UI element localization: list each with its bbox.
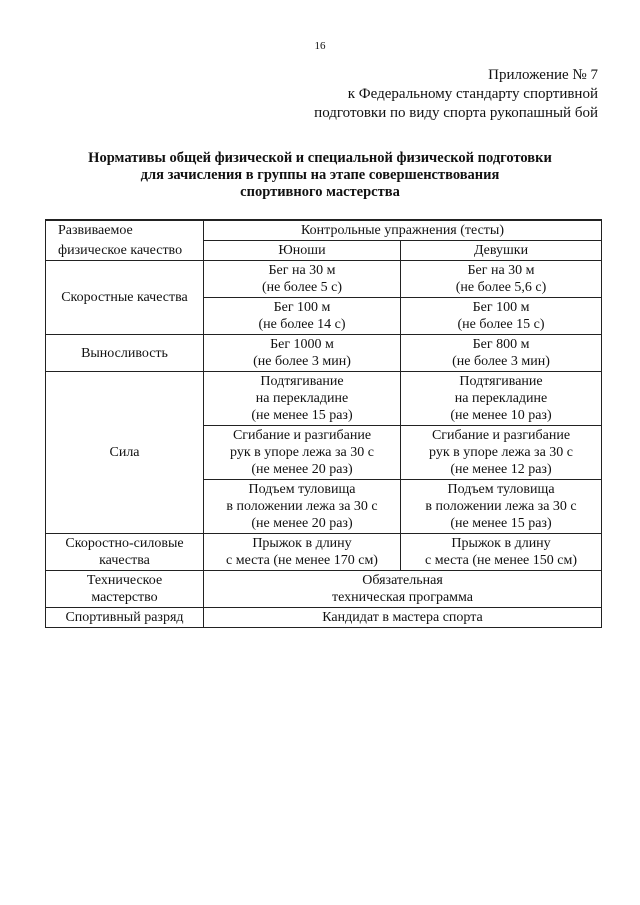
technical-label [46, 571, 204, 608]
cell-line: Обязательная [362, 573, 443, 588]
cell-line: техническая программа [332, 590, 473, 605]
cell-line: Бег 100 м [472, 300, 530, 315]
endurance-label: Выносливость [46, 335, 204, 372]
rank-value: Кандидат в мастера спорта [204, 608, 602, 628]
situp-girls-cell [401, 480, 602, 534]
cell-line: (не более 5,6 с) [455, 280, 547, 295]
run100-girls-cell [401, 298, 602, 335]
header-exercises: Контрольные упражнения (тесты) [204, 220, 602, 241]
jump-girls-cell [401, 534, 602, 571]
cell-line: качества [99, 553, 150, 568]
cell-line: рук в упоре лежа за 30 с [429, 445, 573, 460]
document-title [40, 150, 600, 201]
cell-line: мастерство [91, 590, 158, 605]
appendix-reference [314, 66, 598, 123]
cell-line: с места (не менее 170 см) [226, 553, 378, 568]
pushup-girls-cell [401, 426, 602, 480]
pullup-girls-cell [401, 372, 602, 426]
table-row [46, 571, 602, 608]
run30-girls-cell [401, 261, 602, 298]
cell-line: (не более 14 с) [258, 317, 346, 332]
cell-line: Подтягивание [459, 374, 543, 389]
cell-line: Подъем туловища [447, 482, 555, 497]
cell-line: (не менее 10 раз) [450, 408, 552, 423]
cell-line: Подъем туловища [248, 482, 356, 497]
cell-line: Подтягивание [260, 374, 344, 389]
technical-value [204, 571, 602, 608]
cell-line: (не более 5 с) [261, 280, 343, 295]
cell-line: в положении лежа за 30 с [425, 499, 577, 514]
cell-line: в положении лежа за 30 с [226, 499, 378, 514]
title-line-2: для зачисления в группы на этапе совершенствования [140, 167, 500, 183]
cell-line: Бег 100 м [273, 300, 331, 315]
cell-line: Прыжок в длину [252, 536, 352, 551]
table-row [46, 261, 602, 298]
cell-line: Сгибание и разгибание [232, 428, 372, 443]
cell-line: (не более 15 с) [457, 317, 545, 332]
jump-boys-cell [204, 534, 401, 571]
cell-line: Скоростно-силовые [65, 536, 184, 551]
header-quality-bottom: физическое качество [46, 241, 204, 261]
appendix-line-1: Приложение № 7 [488, 67, 598, 83]
table-header-row [46, 241, 602, 261]
situp-boys-cell [204, 480, 401, 534]
strength-label: Сила [46, 372, 204, 534]
appendix-line-3: подготовки по виду спорта рукопашный бой [314, 105, 598, 121]
title-line-1: Нормативы общей физической и специальной физической подготовки [88, 150, 552, 166]
cell-line: рук в упоре лежа за 30 с [230, 445, 374, 460]
title-line-3: спортивного мастерства [240, 184, 400, 200]
cell-line: (не менее 20 раз) [251, 462, 353, 477]
table-row [46, 372, 602, 426]
table-row [46, 534, 602, 571]
cell-line: Бег 800 м [472, 337, 530, 352]
endurance-girls-cell [401, 335, 602, 372]
pullup-boys-cell [204, 372, 401, 426]
cell-line: Техническое [86, 573, 163, 588]
table-row [46, 608, 602, 628]
cell-line: Сгибание и разгибание [431, 428, 571, 443]
rank-label: Спортивный разряд [46, 608, 204, 628]
cell-line: (не менее 15 раз) [251, 408, 353, 423]
cell-line: Бег на 30 м [268, 263, 336, 278]
appendix-line-2: к Федеральному стандарту спортивной [347, 86, 598, 102]
cell-line: Прыжок в длину [451, 536, 551, 551]
header-quality-top: Развиваемое [46, 220, 204, 241]
cell-line: (не менее 15 раз) [450, 516, 552, 531]
table-row [46, 335, 602, 372]
endurance-boys-cell [204, 335, 401, 372]
cell-line: (не более 3 мин) [253, 354, 351, 369]
header-girls: Девушки [401, 241, 602, 261]
cell-line: (не менее 12 раз) [450, 462, 552, 477]
speed-label: Скоростные качества [46, 261, 204, 335]
page-number: 16 [314, 40, 326, 52]
speed-strength-label [46, 534, 204, 571]
cell-line: Бег 1000 м [270, 337, 334, 352]
norms-table [45, 219, 602, 628]
table-header-row [46, 220, 602, 241]
run30-boys-cell [204, 261, 401, 298]
header-boys: Юноши [204, 241, 401, 261]
cell-line: на перекладине [255, 391, 349, 406]
cell-line: с места (не менее 150 см) [425, 553, 577, 568]
cell-line: (не более 3 мин) [452, 354, 550, 369]
run100-boys-cell [204, 298, 401, 335]
cell-line: на перекладине [454, 391, 548, 406]
pushup-boys-cell [204, 426, 401, 480]
cell-line: Бег на 30 м [467, 263, 535, 278]
cell-line: (не менее 20 раз) [251, 516, 353, 531]
